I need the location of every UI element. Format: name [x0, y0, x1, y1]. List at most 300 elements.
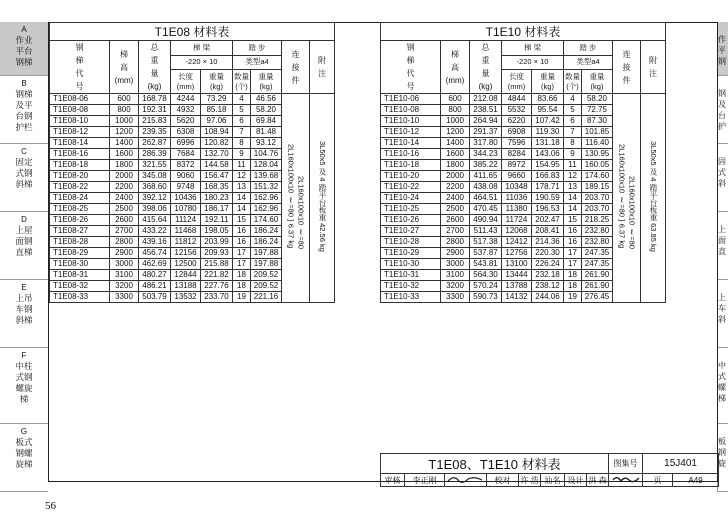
cell-code: T1E08-20 — [50, 171, 110, 182]
cell-beam-weight: 120.82 — [201, 138, 233, 149]
cell-height: 1800 — [441, 160, 470, 171]
sidebar-section-label: 式钢 — [15, 372, 33, 382]
header-quantity-line: (个) — [566, 81, 579, 91]
cell-step-weight: 101.85 — [582, 127, 613, 138]
cell-total: 286.39 — [139, 149, 171, 160]
atlas-number: 15J401 — [643, 454, 719, 474]
cell-total: 517.38 — [470, 237, 502, 248]
cell-beam-weight: 215.88 — [201, 259, 233, 270]
header-quantity-line: (个) — [235, 81, 248, 91]
material-table-t1e08 — [49, 22, 335, 303]
right-sidebar-label: 钢 — [718, 448, 726, 457]
right-sidebar-label: 车 — [718, 304, 726, 313]
header-connector-line: 件 — [622, 75, 631, 85]
cell-quantity: 18 — [233, 281, 251, 292]
cell-height: 1800 — [110, 160, 139, 171]
header-quantity-line: 数量 — [565, 71, 580, 81]
header-connector-line: 连 — [622, 49, 631, 59]
cell-total: 462.69 — [139, 259, 171, 270]
cell-quantity: 16 — [233, 226, 251, 237]
connector-spec-line: 2L160x100x10 ℓ=80 — [627, 175, 637, 249]
reviewer-name: 李正刚 — [405, 474, 445, 487]
cell-height: 2200 — [441, 182, 470, 193]
cell-beam-weight: 209.93 — [201, 248, 233, 259]
sidebar-section-label: 板式 — [15, 437, 33, 447]
header-length-line: (mm) — [176, 81, 195, 91]
cell-beam-weight: 85.18 — [201, 105, 233, 116]
cell-beam-weight: 233.70 — [201, 292, 233, 303]
right-sidebar-label: 固 — [718, 157, 726, 166]
header-note-line: 注 — [318, 69, 326, 78]
sidebar-section-c[interactable] — [0, 144, 48, 212]
cell-height: 2700 — [441, 226, 470, 237]
cell-length: 6908 — [502, 127, 532, 138]
cell-height: 2500 — [110, 204, 139, 215]
right-sidebar-label: 梯 — [718, 394, 726, 403]
sidebar-section-label: 螺旋 — [15, 383, 33, 393]
cell-length: 11724 — [502, 215, 532, 226]
sidebar-section-label: 钢梯 — [15, 89, 33, 99]
cell-beam-weight: 220.30 — [532, 248, 564, 259]
sidebar-section-f[interactable] — [0, 348, 48, 424]
cell-length: 12412 — [502, 237, 532, 248]
sidebar-section-label: 护栏 — [15, 122, 33, 132]
cell-length: 10780 — [171, 204, 201, 215]
header-height-line: (mm) — [114, 75, 134, 85]
cell-height: 2900 — [441, 248, 470, 259]
header-step-spec: 类型a4 — [233, 55, 282, 70]
cell-length: 9748 — [171, 182, 201, 193]
cell-total: 570.24 — [470, 281, 502, 292]
header-step-weight-line: 重量 — [589, 71, 605, 81]
cell-code: T1E10-30 — [381, 259, 441, 270]
cell-height: 3100 — [441, 270, 470, 281]
cell-beam-weight: 208.41 — [532, 226, 564, 237]
cell-height: 2600 — [110, 215, 139, 226]
review-label: 审核 — [381, 474, 405, 487]
checker-signature: 汕名 — [541, 474, 565, 487]
header-connector-line: 接 — [291, 62, 300, 72]
cell-step-weight: 261.90 — [582, 270, 613, 281]
cell-height: 3100 — [110, 270, 139, 281]
cell-beam-weight: 132.70 — [201, 149, 233, 160]
cell-total: 262.87 — [139, 138, 171, 149]
cell-length: 8372 — [171, 160, 201, 171]
cell-beam-weight: 186.17 — [201, 204, 233, 215]
header-beam-spec: -220 × 10 — [502, 55, 564, 70]
cell-step-weight: 116.40 — [582, 138, 613, 149]
cell-height: 600 — [441, 94, 470, 105]
signature-scribble-icon — [611, 474, 641, 484]
cell-beam-weight: 192.11 — [201, 215, 233, 226]
right-sidebar-label: 斜 — [718, 179, 726, 188]
sidebar-section-label: 钢梯 — [15, 57, 33, 67]
cell-code: T1E10-06 — [381, 94, 441, 105]
cell-beam-weight: 232.18 — [532, 270, 564, 281]
cell-length: 6220 — [502, 116, 532, 127]
right-sidebar-section[interactable] — [718, 76, 728, 144]
header-step-weight — [582, 70, 613, 94]
cell-quantity: 9 — [233, 149, 251, 160]
cell-quantity: 12 — [564, 171, 582, 182]
cell-total: 168.78 — [139, 94, 171, 105]
cell-step-weight: 104.76 — [251, 149, 282, 160]
cell-quantity: 17 — [233, 259, 251, 270]
cell-height: 2900 — [110, 248, 139, 259]
cell-step-weight: 139.68 — [251, 171, 282, 182]
cell-beam-weight: 244.06 — [532, 292, 564, 303]
cell-step-weight: 151.32 — [251, 182, 282, 193]
cell-code: T1E08-12 — [50, 127, 110, 138]
cell-total: 321.55 — [139, 160, 171, 171]
cell-quantity: 7 — [233, 127, 251, 138]
header-code — [50, 41, 110, 94]
header-code-line: 代 — [75, 69, 84, 78]
cell-total: 490.94 — [470, 215, 502, 226]
cell-total: 415.64 — [139, 215, 171, 226]
cell-code: T1E10-31 — [381, 270, 441, 281]
sidebar-section-letter: A — [21, 25, 27, 34]
cell-step-weight: 58.20 — [582, 94, 613, 105]
cell-code: T1E08-08 — [50, 105, 110, 116]
cell-total: 192.31 — [139, 105, 171, 116]
header-step-weight-line: 重量 — [258, 71, 274, 81]
cell-code: T1E08-06 — [50, 94, 110, 105]
sidebar-section-e[interactable] — [0, 280, 48, 348]
cell-step-weight: 87.30 — [582, 116, 613, 127]
cell-length: 8284 — [502, 149, 532, 160]
header-total-line: 重 — [150, 56, 159, 65]
sidebar-section-letter: C — [21, 147, 27, 156]
cell-step-weight: 162.96 — [251, 193, 282, 204]
header-code-line: 钢 — [406, 43, 415, 52]
header-height-line: 梯 — [120, 49, 128, 59]
sidebar-section-label: 直梯 — [15, 247, 33, 257]
right-sidebar-label: 护 — [718, 122, 726, 131]
cell-total: 212.08 — [470, 94, 502, 105]
cell-quantity: 11 — [233, 160, 251, 171]
cell-code: T1E08-22 — [50, 182, 110, 193]
right-sidebar-label: 钢 — [718, 89, 726, 98]
header-beam-spec: -220 × 10 — [171, 55, 233, 70]
sidebar-section-a[interactable] — [0, 22, 48, 76]
right-sidebar-label: 面 — [718, 236, 726, 245]
cell-beam-weight: 108.94 — [201, 127, 233, 138]
right-sidebar-section[interactable] — [718, 212, 728, 280]
sidebar-section-label: 台钢 — [15, 111, 33, 121]
cell-height: 1600 — [110, 149, 139, 160]
header-code-line: 号 — [406, 82, 415, 91]
cell-step-weight: 232.80 — [582, 226, 613, 237]
cell-code: T1E08-31 — [50, 270, 110, 281]
cell-quantity: 17 — [233, 248, 251, 259]
cell-length: 4244 — [171, 94, 201, 105]
cell-total: 543.81 — [470, 259, 502, 270]
cell-step-weight: 218.25 — [582, 215, 613, 226]
cell-length: 4932 — [171, 105, 201, 116]
cell-length: 7596 — [502, 138, 532, 149]
header-step-weight-line: (kg) — [590, 81, 604, 91]
sidebar-section-letter: D — [21, 215, 27, 224]
cell-code: T1E10-27 — [381, 226, 441, 237]
cell-step-weight: 261.90 — [582, 281, 613, 292]
cell-step-weight: 247.35 — [582, 248, 613, 259]
cell-total: 291.37 — [470, 127, 502, 138]
cell-step-weight: 209.52 — [251, 270, 282, 281]
right-sidebar-section[interactable] — [718, 348, 728, 424]
cell-quantity: 4 — [564, 94, 582, 105]
cell-quantity: 16 — [564, 237, 582, 248]
cell-height: 2200 — [110, 182, 139, 193]
cell-code: T1E08-24 — [50, 193, 110, 204]
cell-step-weight: 162.96 — [251, 204, 282, 215]
cell-total: 239.35 — [139, 127, 171, 138]
cell-quantity: 6 — [233, 116, 251, 127]
cell-quantity: 12 — [233, 171, 251, 182]
connector-spec-line: 2L160x100x10 ℓ=80 } 6.37 kg — [617, 144, 627, 249]
cell-code: T1E08-27 — [50, 226, 110, 237]
right-sidebar-label: 旋 — [718, 459, 726, 468]
right-sidebar-section[interactable] — [718, 280, 728, 348]
cell-length: 10348 — [502, 182, 532, 193]
sidebar-section-label: 及平 — [15, 100, 33, 110]
cell-beam-weight: 238.12 — [532, 281, 564, 292]
note-text — [641, 94, 666, 303]
cell-code: T1E08-10 — [50, 116, 110, 127]
sidebar-section-label: 上屋 — [15, 225, 33, 235]
cell-height: 2400 — [110, 193, 139, 204]
right-sidebar-section[interactable] — [718, 144, 728, 212]
cell-step-weight: 221.16 — [251, 292, 282, 303]
cell-step-weight: 174.60 — [251, 215, 282, 226]
cell-beam-weight: 226.24 — [532, 259, 564, 270]
cell-step-weight: 197.88 — [251, 259, 282, 270]
cell-height: 3200 — [110, 281, 139, 292]
cell-beam-weight: 178.71 — [532, 182, 564, 193]
signature-scribble-icon — [446, 474, 486, 484]
sidebar-section-letter: F — [21, 351, 27, 360]
cell-quantity: 18 — [564, 281, 582, 292]
cell-step-weight: 81.48 — [251, 127, 282, 138]
header-note-line: 注 — [649, 69, 657, 78]
header-length — [502, 70, 532, 94]
cell-length: 10436 — [171, 193, 201, 204]
cell-quantity: 17 — [564, 248, 582, 259]
header-height-line: 梯 — [451, 49, 459, 59]
header-quantity — [233, 70, 251, 94]
cell-step-weight: 93.12 — [251, 138, 282, 149]
header-step: 踏 步 — [564, 41, 613, 56]
cell-length: 9060 — [171, 171, 201, 182]
cell-total: 398.06 — [139, 204, 171, 215]
cell-beam-weight: 168.35 — [201, 182, 233, 193]
cell-total: 433.22 — [139, 226, 171, 237]
header-total-line: 总 — [150, 43, 159, 52]
cell-code: T1E08-29 — [50, 248, 110, 259]
header-beam-weight-line: 重量 — [209, 71, 224, 81]
header-total-weight — [470, 41, 502, 94]
cell-length: 11468 — [171, 226, 201, 237]
cell-quantity: 16 — [233, 237, 251, 248]
table-title: T1E08 材料表 — [50, 23, 335, 41]
cell-beam-weight: 221.82 — [201, 270, 233, 281]
header-connector-line: 件 — [291, 75, 300, 85]
cell-quantity: 9 — [564, 149, 582, 160]
header-code-line: 梯 — [75, 56, 84, 65]
right-sidebar-label: 上 — [718, 225, 726, 234]
header-note-line: 附 — [318, 56, 326, 65]
reviewer-signature — [445, 474, 487, 487]
right-sidebar-section[interactable] — [718, 424, 728, 492]
header-connector-line: 连 — [291, 49, 300, 59]
header-step-weight-line: (kg) — [259, 81, 273, 91]
cell-height: 800 — [110, 105, 139, 116]
right-sidebar-label: 中 — [718, 361, 726, 370]
cell-beam-weight: 143.06 — [532, 149, 564, 160]
sidebar-section-label: 面钢 — [15, 236, 33, 246]
check-label: 校对 — [487, 474, 519, 487]
cell-length: 11380 — [502, 204, 532, 215]
page-label: 页 — [643, 474, 673, 487]
cell-beam-weight: 107.42 — [532, 116, 564, 127]
cell-height: 1600 — [441, 149, 470, 160]
cell-step-weight: 128.04 — [251, 160, 282, 171]
header-total-line: 量 — [150, 69, 159, 78]
header-length-line: 长度 — [509, 71, 524, 81]
cell-code: T1E10-18 — [381, 160, 441, 171]
cell-total: 392.12 — [139, 193, 171, 204]
cell-length: 13444 — [502, 270, 532, 281]
cell-code: T1E10-22 — [381, 182, 441, 193]
right-sidebar-label: 斜 — [718, 315, 726, 324]
title-block — [380, 453, 719, 487]
cell-beam-weight: 190.59 — [532, 193, 564, 204]
note-text-line: 3L50x5 及 4 踏平台板重 63.85 kg — [649, 141, 658, 252]
header-total-line: (kg) — [147, 82, 162, 91]
cell-total: 456.74 — [139, 248, 171, 259]
cell-beam-weight: 156.47 — [201, 171, 233, 182]
cell-total: 480.27 — [139, 270, 171, 281]
cell-quantity: 6 — [564, 116, 582, 127]
cell-code: T1E08-18 — [50, 160, 110, 171]
header-total-line: 总 — [481, 43, 490, 52]
cell-code: T1E10-26 — [381, 215, 441, 226]
right-sidebar-label: 直 — [718, 247, 726, 256]
header-beam-weight-line: (kg) — [541, 81, 554, 91]
sidebar-section-letter: E — [21, 283, 27, 292]
table-row — [381, 94, 666, 105]
cell-beam-weight: 203.99 — [201, 237, 233, 248]
cell-step-weight: 203.70 — [582, 204, 613, 215]
connector-spec-line: 2L160x100x10 ℓ=80 — [296, 175, 306, 249]
cell-height: 1200 — [441, 127, 470, 138]
cell-length: 6996 — [171, 138, 201, 149]
cell-quantity: 7 — [564, 127, 582, 138]
cell-code: T1E08-25 — [50, 204, 110, 215]
sidebar-section-label: 斜梯 — [15, 315, 33, 325]
header-beam-weight — [532, 70, 564, 94]
cell-step-weight: 130.95 — [582, 149, 613, 160]
cell-height: 3000 — [441, 259, 470, 270]
cell-length: 12844 — [171, 270, 201, 281]
sidebar-section-b[interactable] — [0, 76, 48, 144]
cell-code: T1E10-16 — [381, 149, 441, 160]
sidebar-section-label: 钢螺 — [15, 448, 33, 458]
cell-step-weight: 232.80 — [582, 237, 613, 248]
cell-beam-weight: 214.36 — [532, 237, 564, 248]
sidebar-section-label: 车钢 — [15, 304, 33, 314]
cell-height: 3300 — [441, 292, 470, 303]
right-sidebar-section[interactable] — [718, 22, 728, 76]
sidebar-section-label: 旋梯 — [15, 459, 33, 469]
cell-beam-weight: 95.54 — [532, 105, 564, 116]
header-step-spec: 类型a4 — [564, 55, 613, 70]
cell-step-weight: 160.05 — [582, 160, 613, 171]
cell-total: 344.23 — [470, 149, 502, 160]
right-sidebar-label: 式 — [718, 372, 726, 381]
header-step: 踏 步 — [233, 41, 282, 56]
right-sidebar-label: 作 — [718, 35, 726, 44]
cell-length: 11036 — [502, 193, 532, 204]
cell-step-weight: 189.15 — [582, 182, 613, 193]
sidebar-section-g[interactable] — [0, 424, 48, 492]
cell-code: T1E10-33 — [381, 292, 441, 303]
cell-length: 12068 — [502, 226, 532, 237]
cell-quantity: 16 — [564, 226, 582, 237]
cell-height: 2700 — [110, 226, 139, 237]
sidebar-section-d[interactable] — [0, 212, 48, 280]
cell-quantity: 15 — [564, 215, 582, 226]
header-total-line: 量 — [481, 69, 490, 78]
cell-length: 12156 — [171, 248, 201, 259]
cell-quantity: 8 — [564, 138, 582, 149]
drawing-title: T1E08、T1E10 材料表 — [381, 454, 609, 474]
cell-quantity: 19 — [564, 292, 582, 303]
sidebar-section-label: 作业 — [15, 35, 33, 45]
sidebar-section-label: 上吊 — [15, 293, 33, 303]
right-sidebar-label: 台 — [718, 111, 726, 120]
cell-length: 14132 — [502, 292, 532, 303]
header-note-line: 附 — [649, 56, 657, 65]
cell-step-weight: 197.88 — [251, 248, 282, 259]
cell-length: 13788 — [502, 281, 532, 292]
cell-height: 800 — [441, 105, 470, 116]
cell-height: 3000 — [110, 259, 139, 270]
cell-quantity: 14 — [564, 204, 582, 215]
right-sidebar-label: 平 — [718, 46, 726, 55]
cell-code: T1E08-28 — [50, 237, 110, 248]
cell-quantity: 18 — [233, 270, 251, 281]
cell-length: 12756 — [502, 248, 532, 259]
cell-total: 368.60 — [139, 182, 171, 193]
header-quantity — [564, 70, 582, 94]
header-beam-weight-line: 重量 — [540, 71, 555, 81]
cell-quantity: 13 — [564, 182, 582, 193]
header-note — [310, 41, 335, 94]
cell-code: T1E10-12 — [381, 127, 441, 138]
cell-height: 1400 — [441, 138, 470, 149]
right-sidebar — [717, 22, 728, 492]
cell-length: 5532 — [502, 105, 532, 116]
cell-length: 6308 — [171, 127, 201, 138]
cell-total: 470.45 — [470, 204, 502, 215]
cell-code: T1E10-24 — [381, 193, 441, 204]
cell-quantity: 19 — [233, 292, 251, 303]
header-total-line: 重 — [481, 56, 490, 65]
cell-total: 215.83 — [139, 116, 171, 127]
cell-length: 5620 — [171, 116, 201, 127]
cell-height: 1000 — [441, 116, 470, 127]
